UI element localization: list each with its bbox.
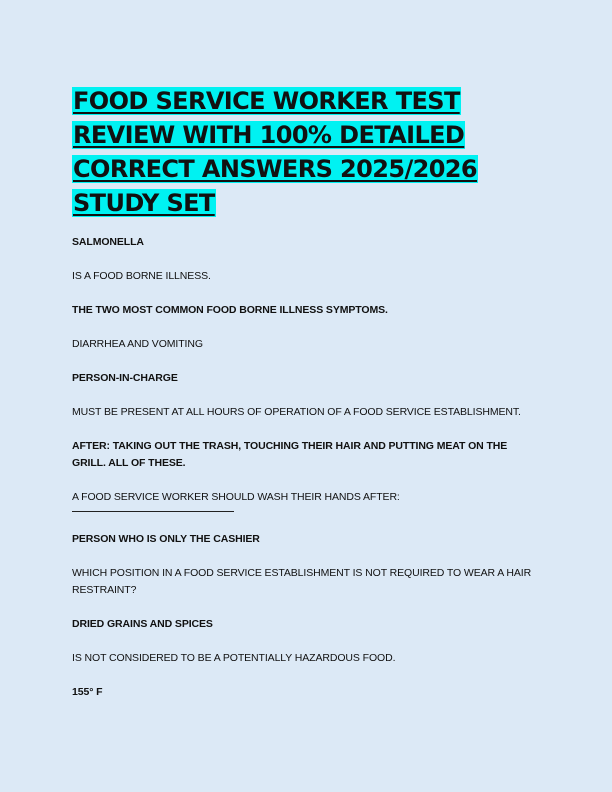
flashcard-list [72,234,542,701]
flashcard-term: 155° F [72,686,103,698]
flashcard-definition [72,489,542,512]
answer-blank-line [72,511,234,512]
flashcard-term: SALMONELLA [72,236,144,248]
flashcard-definition: WHICH POSITION IN A FOOD SERVICE ESTABLISHMENT IS NOT REQUIRED TO WEAR A HAIR RESTRAINT? [72,567,532,596]
flashcard-definition: IS NOT CONSIDERED TO BE A POTENTIALLY HAZARDOUS FOOD. [72,652,396,664]
flashcard-term: PERSON-IN-CHARGE [72,372,178,384]
flashcard-definition-text: A FOOD SERVICE WORKER SHOULD WASH THEIR HANDS AFTER: [72,491,400,503]
flashcard-term: AFTER: TAKING OUT THE TRASH, TOUCHING THEIR HAIR AND PUTTING MEAT ON THE GRILL. ALL OF THESE. [72,440,508,469]
flashcard-definition: IS A FOOD BORNE ILLNESS. [72,270,211,282]
flashcard-term: PERSON WHO IS ONLY THE CASHIER [72,533,260,545]
document-title-text: FOOD SERVICE WORKER TEST REVIEW WITH 100% DETAILED CORRECT ANSWERS 2025/2026 STUDY SET [73,87,478,217]
flashcard-term: DRIED GRAINS AND SPICES [72,618,213,630]
flashcard-definition: MUST BE PRESENT AT ALL HOURS OF OPERATION OF A FOOD SERVICE ESTABLISHMENT. [72,406,521,418]
document-page [72,84,542,718]
document-title [72,84,542,220]
flashcard-term: THE TWO MOST COMMON FOOD BORNE ILLNESS SYMPTOMS. [72,304,388,316]
flashcard-definition: DIARRHEA AND VOMITING [72,338,203,350]
